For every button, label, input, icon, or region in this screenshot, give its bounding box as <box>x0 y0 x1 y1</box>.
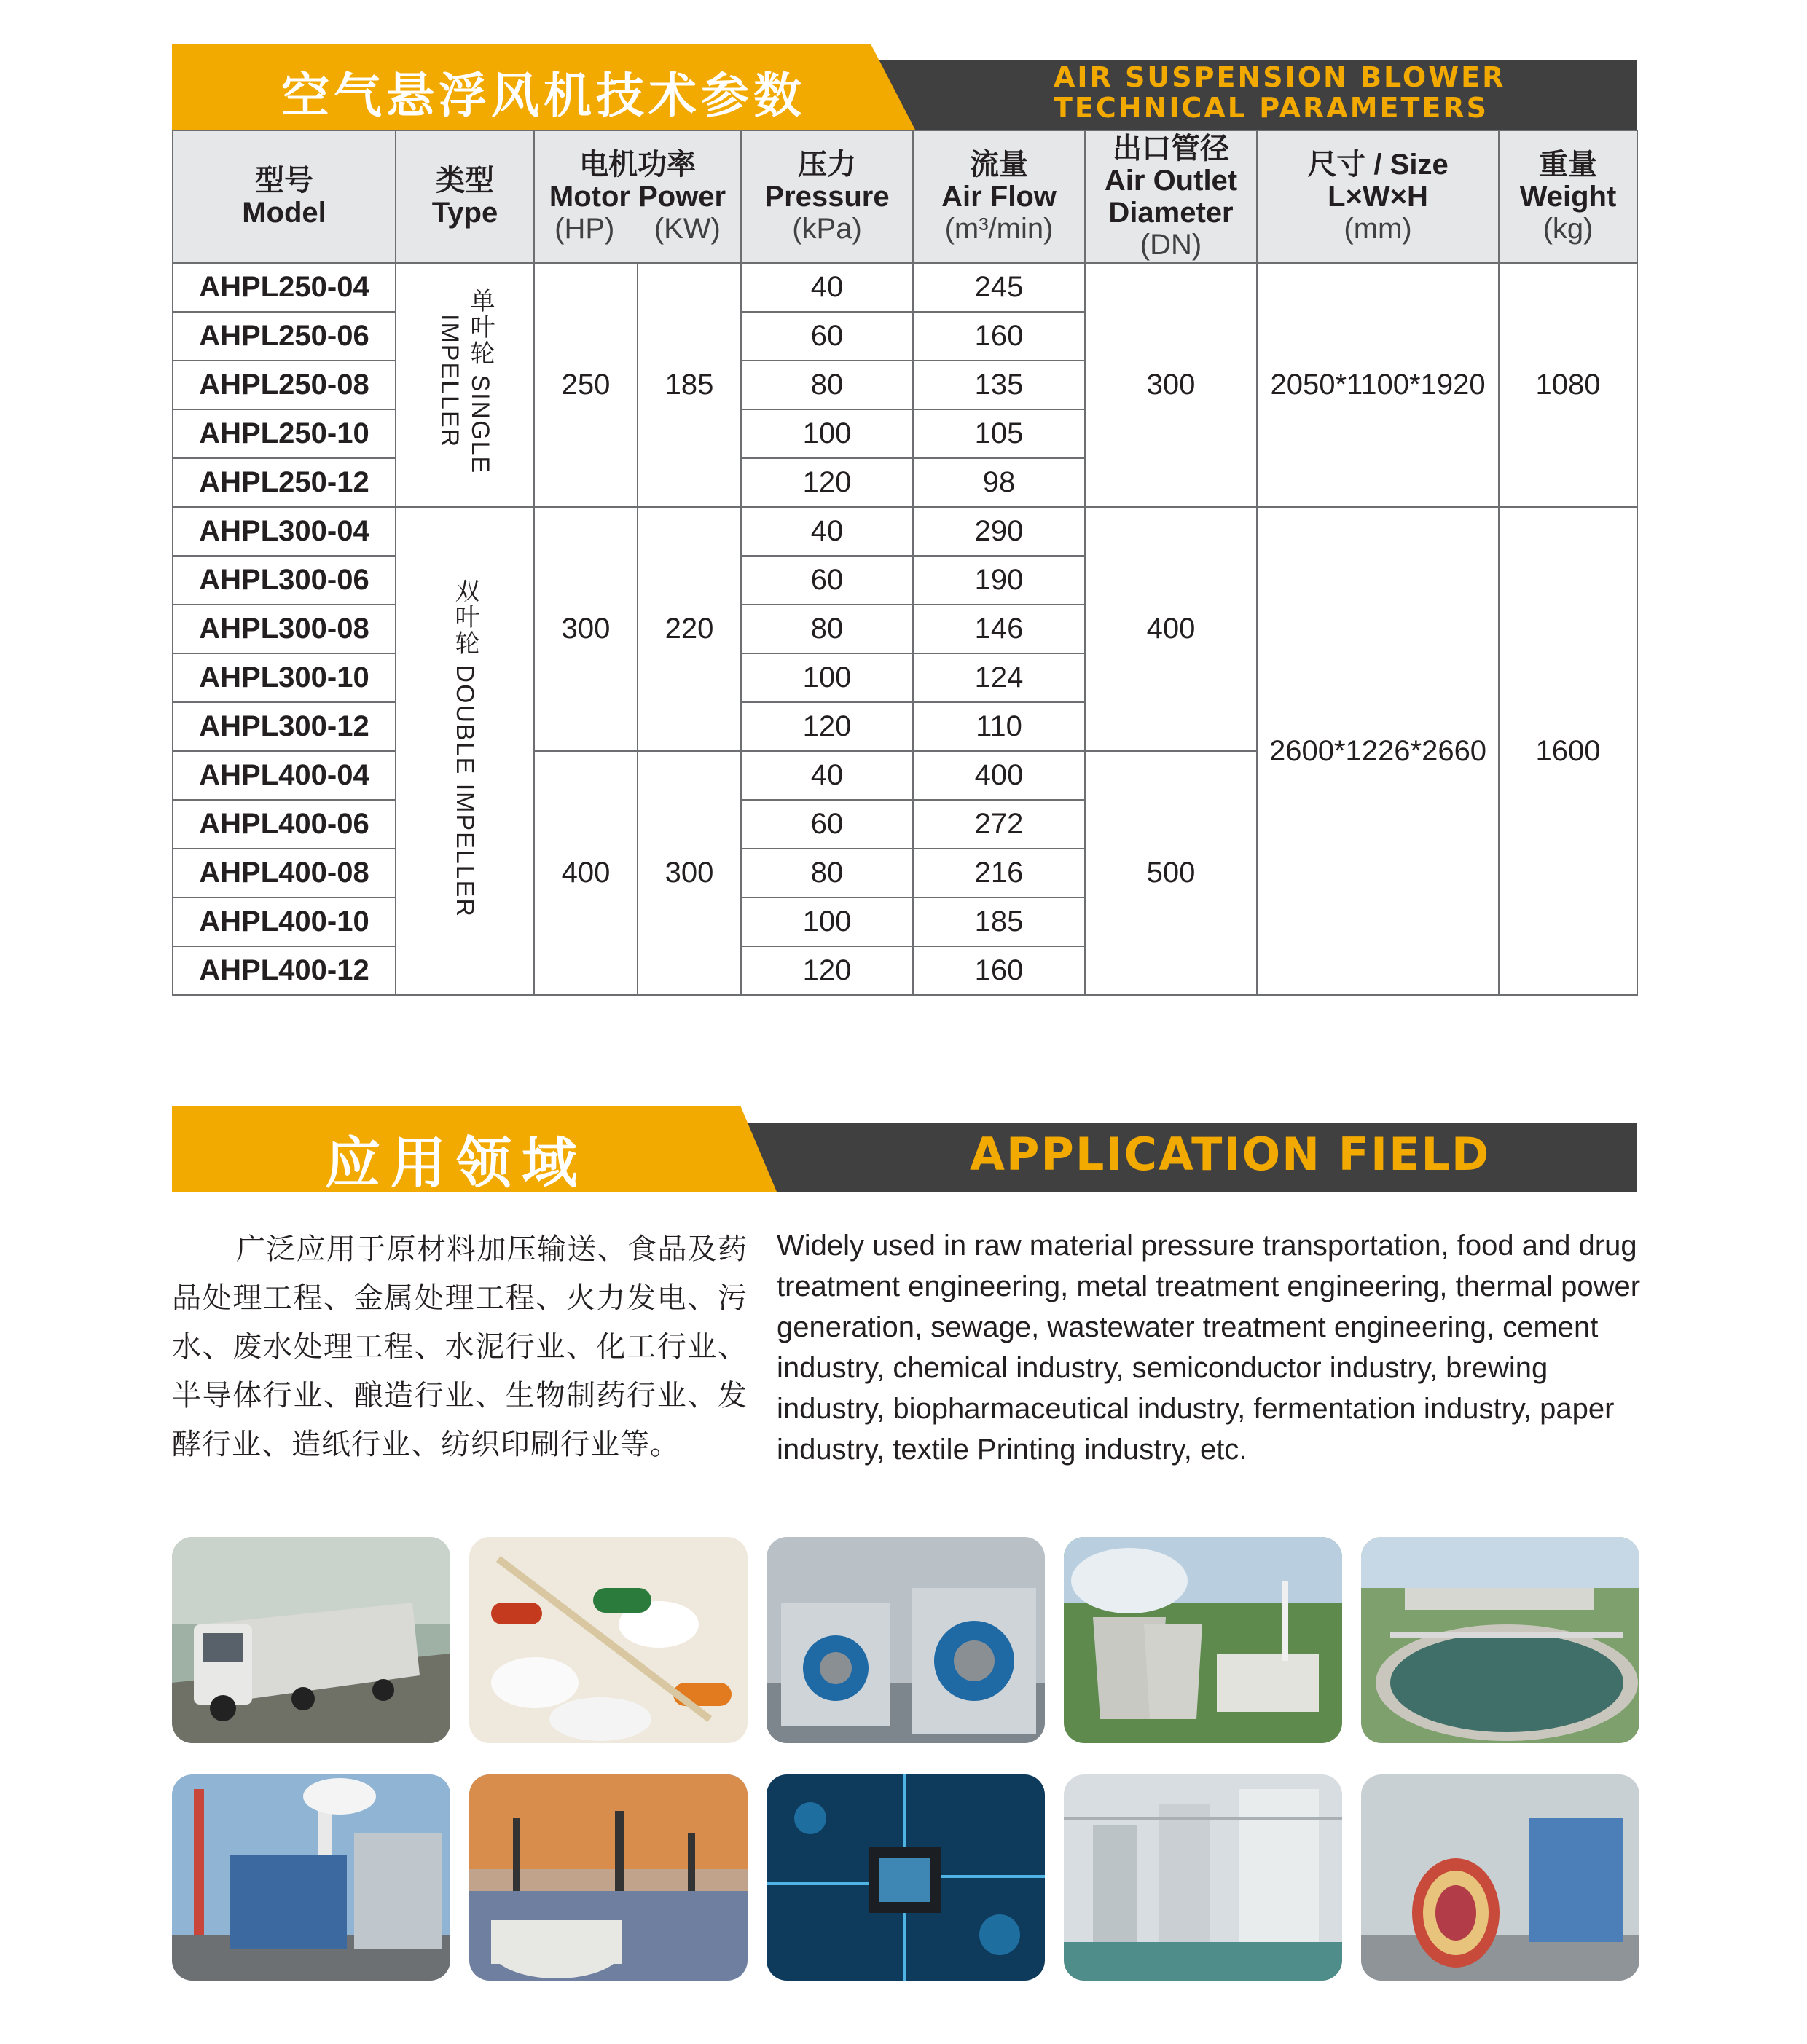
flow-cell: 245 <box>913 263 1085 312</box>
outlet-cell: 400 <box>1085 507 1257 751</box>
model-cell: AHPL250-12 <box>173 458 396 507</box>
pressure-cell: 40 <box>741 751 913 800</box>
header-size-unit: (mm) <box>1344 213 1412 245</box>
model-cell: AHPL250-04 <box>173 263 396 312</box>
type-cell-single <box>396 263 534 507</box>
kw-cell: 300 <box>638 751 741 995</box>
textile-printing-photo <box>1361 1774 1639 1981</box>
pressure-cell: 60 <box>741 312 913 361</box>
flow-cell: 110 <box>913 702 1085 751</box>
banner-title-en <box>1054 62 1505 123</box>
pills-photo <box>469 1537 748 1743</box>
model-cell: AHPL250-10 <box>173 409 396 458</box>
pressure-cell: 120 <box>741 458 913 507</box>
model-cell: AHPL400-06 <box>173 800 396 849</box>
application-banner <box>172 1106 1637 1195</box>
flow-cell: 185 <box>913 897 1085 946</box>
header-model-cn: 型号 <box>255 165 313 197</box>
outlet-cell: 300 <box>1085 263 1257 507</box>
type-double-label: 双叶轮 DOUBLE IMPELLER <box>451 577 479 918</box>
table-row <box>173 507 1637 556</box>
type-single-label: 单叶轮 SINGLE IMPELLER <box>436 288 494 475</box>
header-type-en: Type <box>431 197 498 229</box>
model-cell: AHPL400-04 <box>173 751 396 800</box>
pressure-cell: 80 <box>741 361 913 409</box>
model-cell: AHPL300-10 <box>173 653 396 702</box>
header-pressure-cn: 压力 <box>798 149 857 181</box>
pressure-cell: 40 <box>741 263 913 312</box>
pressure-cell: 100 <box>741 897 913 946</box>
header-size <box>1257 130 1499 263</box>
flow-cell: 290 <box>913 507 1085 556</box>
hp-cell: 250 <box>534 263 638 507</box>
header-outlet-en2: Diameter <box>1108 197 1234 229</box>
banner-title-en: APPLICATION FIELD <box>970 1128 1491 1181</box>
metal-furnace-photo <box>767 1537 1045 1743</box>
model-cell: AHPL300-06 <box>173 556 396 605</box>
banner-dark-bar <box>864 60 1637 130</box>
pressure-cell: 60 <box>741 556 913 605</box>
header-flow-unit: (m³/min) <box>944 213 1054 245</box>
header-weight-en: Weight <box>1519 181 1617 213</box>
size-cell: 2600*1226*2660 <box>1257 507 1499 995</box>
kw-cell: 185 <box>638 263 741 507</box>
flow-cell: 190 <box>913 556 1085 605</box>
header-power-en: Motor Power <box>549 181 726 213</box>
header-outlet-unit: (DN) <box>1140 229 1202 261</box>
header-pressure-en: Pressure <box>764 181 890 213</box>
header-pressure <box>741 130 913 263</box>
model-cell: AHPL400-10 <box>173 897 396 946</box>
pressure-cell: 120 <box>741 946 913 995</box>
flow-cell: 135 <box>913 361 1085 409</box>
header-weight <box>1499 130 1637 263</box>
table-header-row <box>173 130 1637 263</box>
table-row <box>173 263 1637 312</box>
header-weight-cn: 重量 <box>1539 149 1598 181</box>
parameters-table <box>172 130 1638 996</box>
model-cell: AHPL300-04 <box>173 507 396 556</box>
flow-cell: 160 <box>913 946 1085 995</box>
weight-cell: 1600 <box>1499 507 1637 995</box>
kw-cell: 220 <box>638 507 741 751</box>
header-model <box>173 130 396 263</box>
truck-photo <box>172 1537 450 1743</box>
model-cell: AHPL400-12 <box>173 946 396 995</box>
flow-cell: 272 <box>913 800 1085 849</box>
header-flow-en: Air Flow <box>941 181 1057 213</box>
model-cell: AHPL400-08 <box>173 849 396 897</box>
header-type <box>396 130 534 263</box>
model-cell: AHPL300-12 <box>173 702 396 751</box>
banner-title-en-line2: TECHNICAL PARAMETERS <box>1054 92 1489 124</box>
type-cell-double <box>396 507 534 995</box>
banner-title-en-line1: AIR SUSPENSION BLOWER <box>1054 61 1506 93</box>
flow-cell: 160 <box>913 312 1085 361</box>
model-cell: AHPL300-08 <box>173 605 396 653</box>
header-pressure-unit: (kPa) <box>792 213 862 245</box>
header-flow <box>913 130 1085 263</box>
header-weight-unit: (kg) <box>1543 213 1594 245</box>
header-outlet <box>1085 130 1257 263</box>
header-power-unit-hp: (HP) <box>554 213 615 245</box>
hp-cell: 400 <box>534 751 638 995</box>
flow-cell: 98 <box>913 458 1085 507</box>
power-plant-photo <box>1064 1537 1342 1743</box>
flow-cell: 124 <box>913 653 1085 702</box>
pressure-cell: 100 <box>741 653 913 702</box>
header-flow-cn: 流量 <box>970 149 1029 181</box>
pressure-cell: 80 <box>741 605 913 653</box>
header-size-dims: L×W×H <box>1328 181 1428 213</box>
flow-cell: 105 <box>913 409 1085 458</box>
header-size-title: 尺寸 / Size <box>1307 149 1449 181</box>
pressure-cell: 40 <box>741 507 913 556</box>
pressure-cell: 60 <box>741 800 913 849</box>
model-cell: AHPL250-06 <box>173 312 396 361</box>
chemical-plant-photo <box>469 1774 748 1981</box>
header-power <box>534 130 741 263</box>
weight-cell: 1080 <box>1499 263 1637 507</box>
header-type-cn: 类型 <box>436 165 494 197</box>
banner-title-cn: 空气悬浮风机技术参数 <box>281 68 806 124</box>
header-power-unit-kw: (KW) <box>654 213 721 245</box>
header-model-en: Model <box>242 197 326 229</box>
parameters-banner <box>172 44 1637 130</box>
circuit-board-photo <box>767 1774 1045 1981</box>
model-cell: AHPL250-08 <box>173 361 396 409</box>
application-text-cn: 广泛应用于原材料加压输送、食品及药品处理工程、金属处理工程、火力发电、污水、废水处理工程、水泥行业、化工行业、半导体行业、酿造行业、生物制药行业、发酵行业、造纸行业、纺织印刷行业等。 <box>172 1233 748 1461</box>
pressure-cell: 80 <box>741 849 913 897</box>
banner-title-cn: 应用领域 <box>325 1131 587 1195</box>
brewing-equipment-photo <box>1064 1774 1342 1981</box>
pressure-cell: 100 <box>741 409 913 458</box>
header-outlet-en1: Air Outlet <box>1104 165 1238 197</box>
header-outlet-cn: 出口管径 <box>1113 133 1230 165</box>
application-text-en: Widely used in raw material pressure transportation, food and drug treatment engineering, metal treatment engineering, thermal power generation, sewage, wastewater treatment engineering, cement industry, chemical industry, semiconductor industry, brewing industry, biopharmaceutical industry, fermentation industry, paper industry, textile Printing industry, etc. <box>777 1230 1641 1466</box>
flow-cell: 400 <box>913 751 1085 800</box>
hp-cell: 300 <box>534 507 638 751</box>
size-cell: 2050*1100*1920 <box>1257 263 1499 507</box>
flow-cell: 216 <box>913 849 1085 897</box>
outlet-cell: 500 <box>1085 751 1257 995</box>
pressure-cell: 120 <box>741 702 913 751</box>
wastewater-tank-photo <box>1361 1537 1639 1743</box>
header-power-cn: 电机功率 <box>579 149 696 181</box>
cement-plant-photo <box>172 1774 450 1981</box>
flow-cell: 146 <box>913 605 1085 653</box>
